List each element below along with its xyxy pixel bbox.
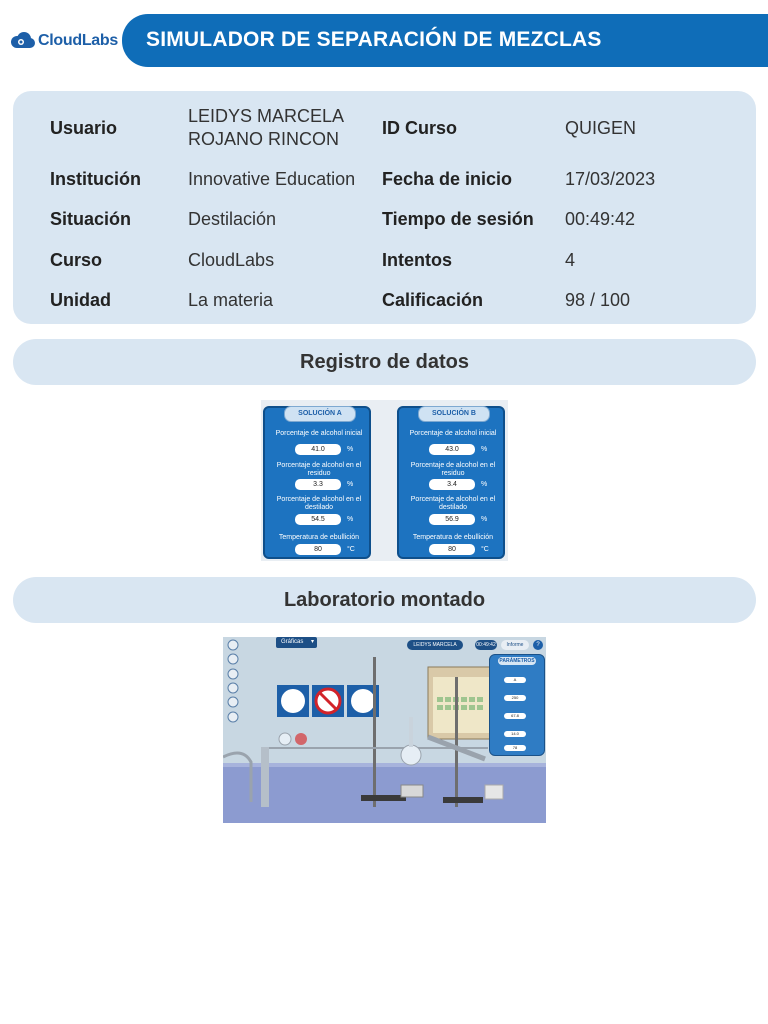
solution-b-card [397, 406, 505, 559]
graphs-dropdown[interactable] [276, 637, 317, 648]
label-tiempo-sesion: Tiempo de sesión [382, 209, 534, 229]
user-chip: LEIDYS MARCELA [407, 640, 463, 650]
label-id-curso: ID Curso [382, 118, 458, 138]
label-intentos: Intentos [382, 250, 452, 270]
field-unit: % [481, 516, 488, 523]
field-value: 3.3 [295, 479, 341, 490]
field-value: 80 [295, 544, 341, 555]
field-label: residuo [307, 470, 331, 477]
field-value: 41.0 [295, 444, 341, 455]
value-calificacion: 98 / 100 [565, 290, 631, 310]
label-fecha-inicio: Fecha de inicio [382, 169, 513, 189]
param-value: A [504, 677, 526, 683]
session-timer: 00:49:42 [476, 642, 496, 648]
label-calificacion: Calificación [382, 290, 484, 310]
field-value: 3.4 [429, 479, 475, 490]
field-unit: °C [347, 546, 355, 553]
field-label: destilado [304, 504, 334, 511]
field-unit: % [347, 516, 354, 523]
parameters-title: PARÁMETROS [499, 658, 535, 664]
field-unit: % [481, 446, 488, 453]
field-label: Porcentaje de alcohol en el [276, 496, 362, 503]
value-fecha-inicio: 17/03/2023 [565, 169, 656, 189]
value-unidad: La materia [188, 290, 274, 310]
logo-text: CloudLabs [38, 32, 118, 49]
solution-a-card [263, 406, 371, 559]
value-curso: CloudLabs [188, 250, 275, 270]
field-unit: % [481, 481, 488, 488]
field-unit: % [347, 481, 354, 488]
value-usuario-line2: ROJANO RINCON [188, 129, 340, 149]
data-record-image [261, 400, 508, 561]
field-value: 56.9 [429, 514, 475, 525]
parameters-panel [489, 654, 545, 756]
cloudlabs-logo [10, 28, 118, 54]
field-label: Porcentaje de alcohol inicial [275, 430, 363, 437]
solution-a-tab: SOLUCIÓN A [284, 406, 356, 422]
value-institucion: Innovative Education [188, 169, 356, 189]
value-situacion: Destilación [188, 209, 277, 229]
field-label: Temperatura de ebullición [412, 534, 494, 541]
field-label: Porcentaje de alcohol inicial [409, 430, 497, 437]
label-usuario: Usuario [50, 118, 118, 138]
section-registro-datos [13, 339, 756, 385]
label-institucion: Institución [50, 169, 141, 189]
page-title: SIMULADOR DE SEPARACIÓN DE MEZCLAS [146, 28, 602, 51]
field-unit: °C [481, 546, 489, 553]
value-tiempo-sesion: 00:49:42 [565, 209, 636, 229]
section-title: Registro de datos [300, 350, 469, 373]
field-label: Porcentaje de alcohol en el [410, 462, 496, 469]
solution-b-tab: SOLUCIÓN B [418, 406, 490, 422]
report-button[interactable]: Informe [501, 640, 529, 650]
header [0, 0, 768, 80]
field-label: residuo [441, 470, 465, 477]
field-value: 54.5 [295, 514, 341, 525]
field-unit: % [347, 446, 354, 453]
field-value: 80 [429, 544, 475, 555]
value-id-curso: QUIGEN [565, 118, 637, 138]
label-situacion: Situación [50, 209, 132, 229]
help-icon[interactable]: ? [533, 640, 543, 650]
title-bar [122, 14, 768, 67]
graphs-dropdown-label: Gráficas [281, 639, 304, 645]
label-curso: Curso [50, 250, 103, 270]
field-label: destilado [438, 504, 468, 511]
field-label: Porcentaje de alcohol en el [276, 462, 362, 469]
lab-screenshot [223, 637, 546, 823]
chevron-down-icon: ▾ [310, 639, 314, 645]
param-value: 67.8 [504, 713, 526, 719]
param-value: 250 [504, 695, 526, 701]
session-info-panel [13, 91, 756, 324]
value-usuario-line1: LEIDYS MARCELA [188, 106, 345, 126]
label-unidad: Unidad [50, 290, 111, 310]
param-value: 78 [504, 745, 526, 751]
param-value: 14.0 [504, 731, 526, 737]
cloud-icon [10, 30, 36, 52]
section-laboratorio-montado [13, 577, 756, 623]
value-intentos: 4 [565, 250, 576, 270]
field-label: Temperatura de ebullición [278, 534, 360, 541]
field-label: Porcentaje de alcohol en el [410, 496, 496, 503]
section-title: Laboratorio montado [283, 588, 486, 611]
field-value: 43.0 [429, 444, 475, 455]
